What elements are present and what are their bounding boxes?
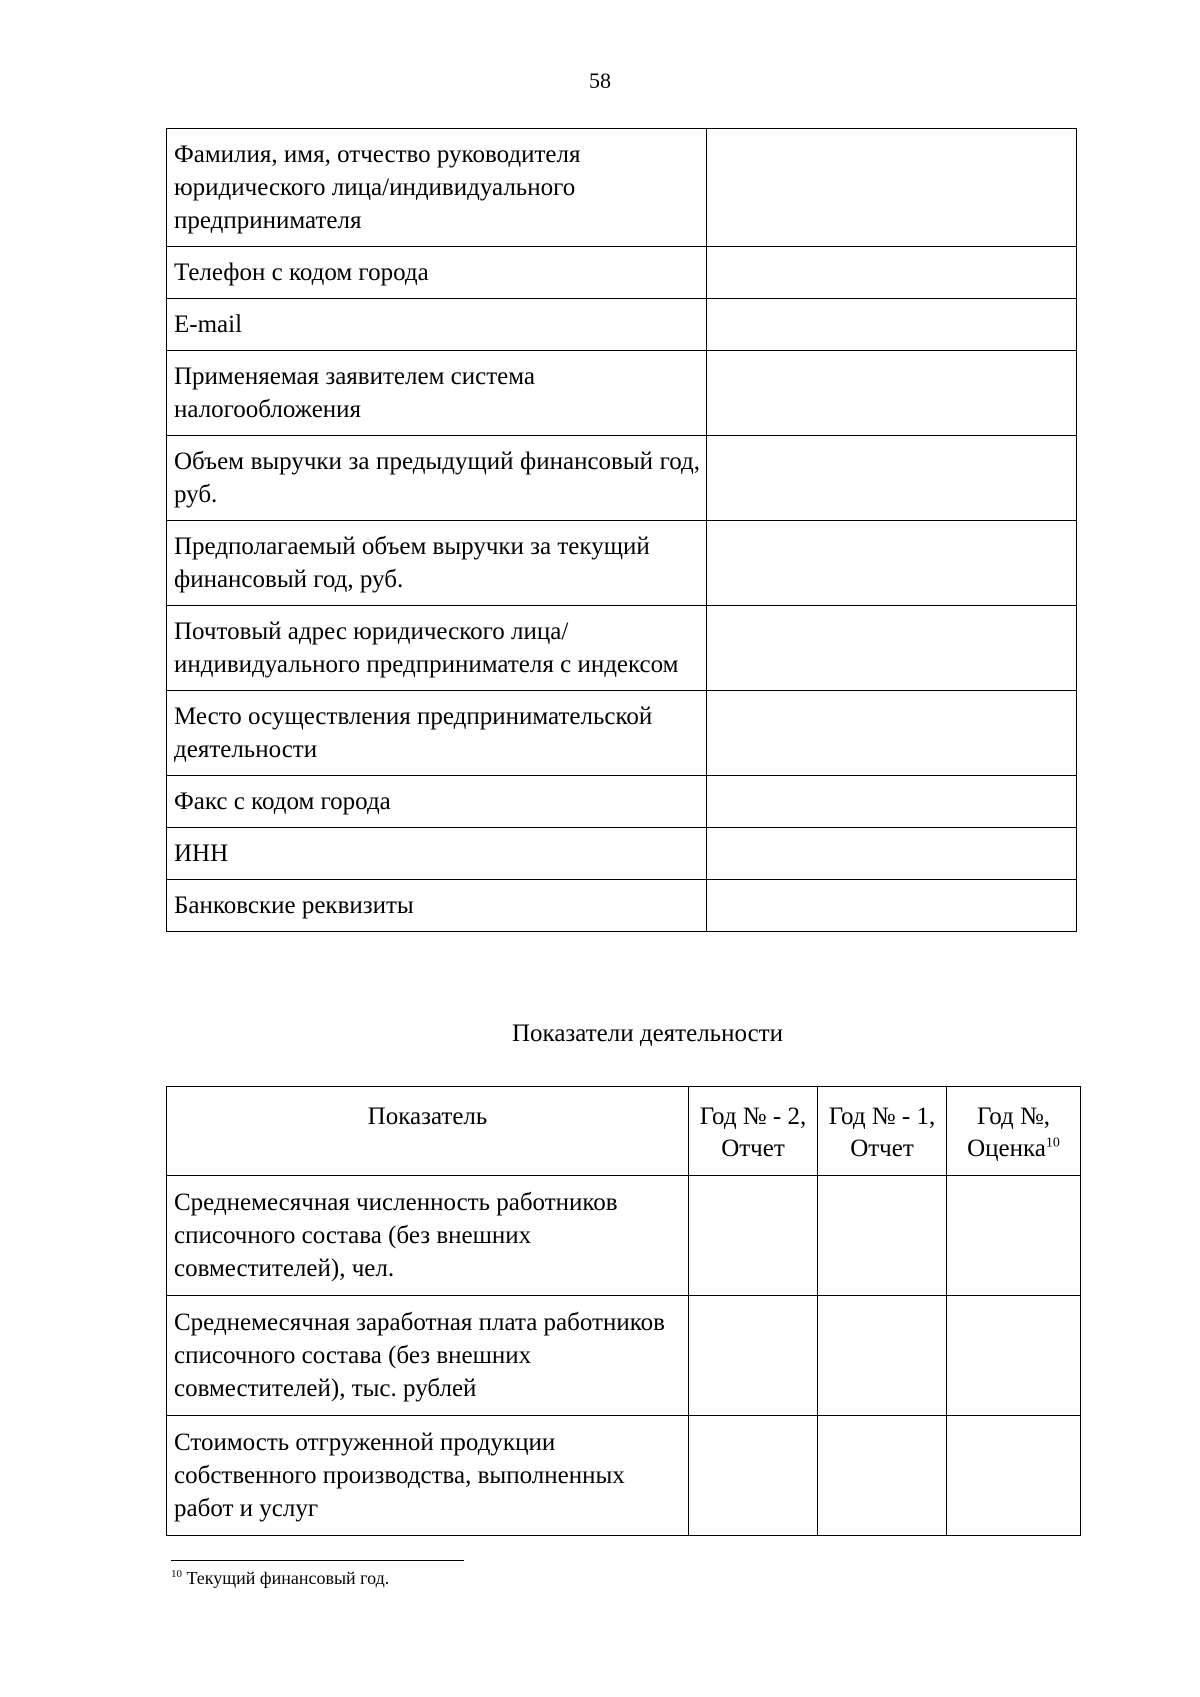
table-row [167,1296,1081,1416]
header-indicator: Показатель [167,1087,689,1176]
value-year-minus-2 [689,1416,818,1536]
row-label: Телефон с кодом города [167,247,707,299]
row-label: ИНН [167,828,707,880]
row-label: Предполагаемый объем выручки за текущий финансовый год, руб. [167,521,707,606]
row-label: Фамилия, имя, отчество руководителя юридического лица/индивидуального предпринимателя [167,129,707,247]
value-year-current [947,1296,1081,1416]
table-row [167,691,1077,776]
table-row [167,247,1077,299]
section-title: Показатели деятельности [512,1020,783,1047]
row-label: Применяемая заявителем система налогообложения [167,351,707,436]
indicator-label: Стоимость отгруженной продукции собственного производства, выполненных работ и услуг [167,1416,689,1536]
header-year-current [947,1087,1081,1176]
footnote-divider [171,1560,464,1561]
table-row [167,1416,1081,1536]
table-row [167,606,1077,691]
row-value [707,299,1077,351]
indicator-label: Среднемесячная заработная плата работников списочного состава (без внешних совместителей), тыс. рублей [167,1296,689,1416]
header-year-current-label: Год №, Оценка [967,1103,1051,1162]
table-row [167,1176,1081,1296]
header-year-minus-2: Год № - 2, Отчет [689,1087,818,1176]
footnote [171,1568,389,1589]
table-row [167,351,1077,436]
table-row [167,880,1077,932]
row-value [707,521,1077,606]
row-label: Объем выручки за предыдущий финансовый год, руб. [167,436,707,521]
value-year-minus-2 [689,1296,818,1416]
row-label: Банковские реквизиты [167,880,707,932]
row-label: E-mail [167,299,707,351]
row-value [707,691,1077,776]
footnote-marker: 10 [171,1568,182,1580]
header-year-minus-1: Год № - 1, Отчет [818,1087,947,1176]
table-row [167,436,1077,521]
value-year-minus-2 [689,1176,818,1296]
row-value [707,606,1077,691]
row-value [707,129,1077,247]
page-number: 58 [589,68,611,93]
row-value [707,247,1077,299]
value-year-current [947,1416,1081,1536]
table-row [167,129,1077,247]
row-value [707,436,1077,521]
row-value [707,828,1077,880]
value-year-minus-1 [818,1296,947,1416]
row-label: Факс с кодом города [167,776,707,828]
row-value [707,880,1077,932]
footnote-reference: 10 [1045,1135,1060,1151]
value-year-minus-1 [818,1176,947,1296]
table-row [167,828,1077,880]
row-value [707,351,1077,436]
table-row [167,776,1077,828]
indicator-label: Среднемесячная численность работников списочного состава (без внешних совместителей), чел. [167,1176,689,1296]
table-header-row [167,1087,1081,1176]
value-year-minus-1 [818,1416,947,1536]
row-value [707,776,1077,828]
performance-indicators-table [166,1086,1081,1536]
table-row [167,521,1077,606]
table-row [167,299,1077,351]
row-label: Почтовый адрес юридического лица/индивидуального предпринимателя с индексом [167,606,707,691]
footnote-text: Текущий финансовый год. [186,1568,390,1588]
row-label: Место осуществления предпринимательской деятельности [167,691,707,776]
value-year-current [947,1176,1081,1296]
applicant-info-table [166,128,1077,932]
